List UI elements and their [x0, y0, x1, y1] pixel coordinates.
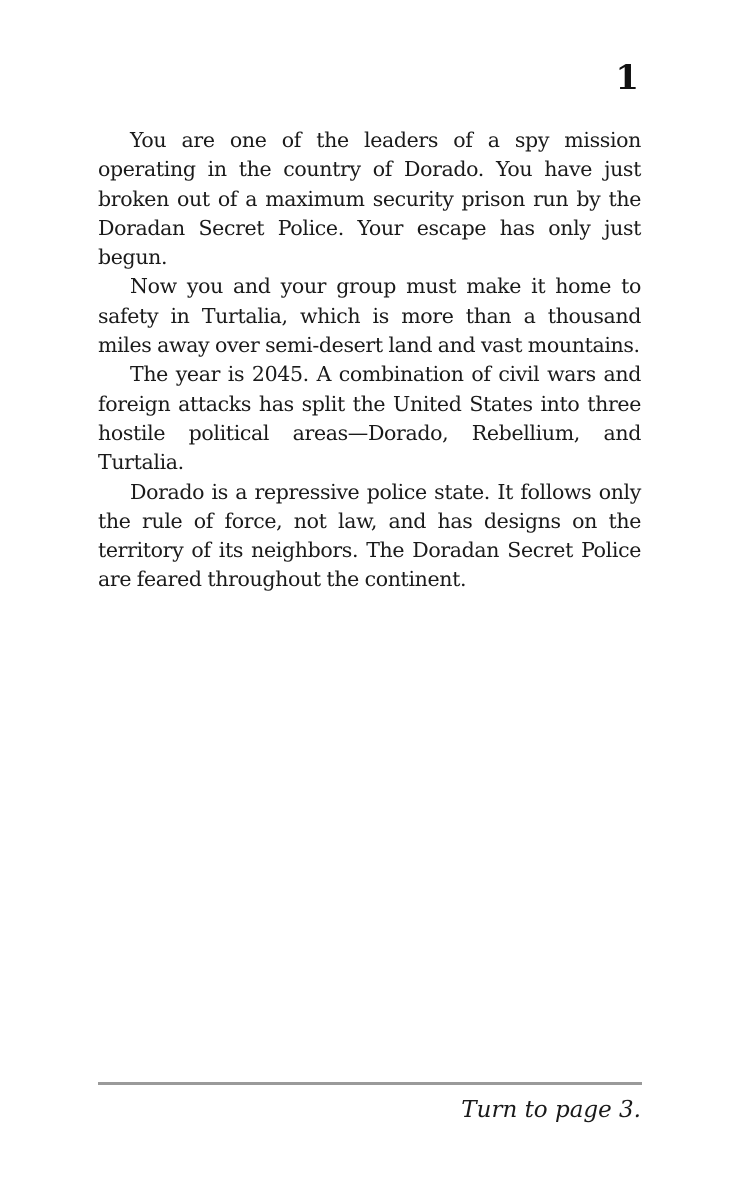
- paragraph: Now you and your group must make it home to safety in Turtalia, which is more than a thousand miles away over semi-desert land and vast mountains.: [98, 274, 641, 358]
- footer-divider: [98, 1082, 642, 1085]
- paragraph: You are one of the leaders of a spy mission operating in the country of Dorado. You have just broken out of a maximum security prison run by the Doradan Secret Police. Your escape has only just begun.: [98, 128, 641, 270]
- story-text: [98, 126, 641, 595]
- paragraph: The year is 2045. A combination of civil wars and foreign attacks has split the United States into three hostile political areas—Dorado, Rebellium, and Turtalia.: [98, 362, 641, 475]
- page-number: 1: [615, 58, 639, 98]
- paragraph: Dorado is a repressive police state. It follows only the rule of force, not law, and has designs on the territory of its neighbors. The Doradan Secret Police are feared throughout the continent.: [98, 479, 641, 592]
- turn-to-page-instruction: Turn to page 3.: [461, 1097, 641, 1123]
